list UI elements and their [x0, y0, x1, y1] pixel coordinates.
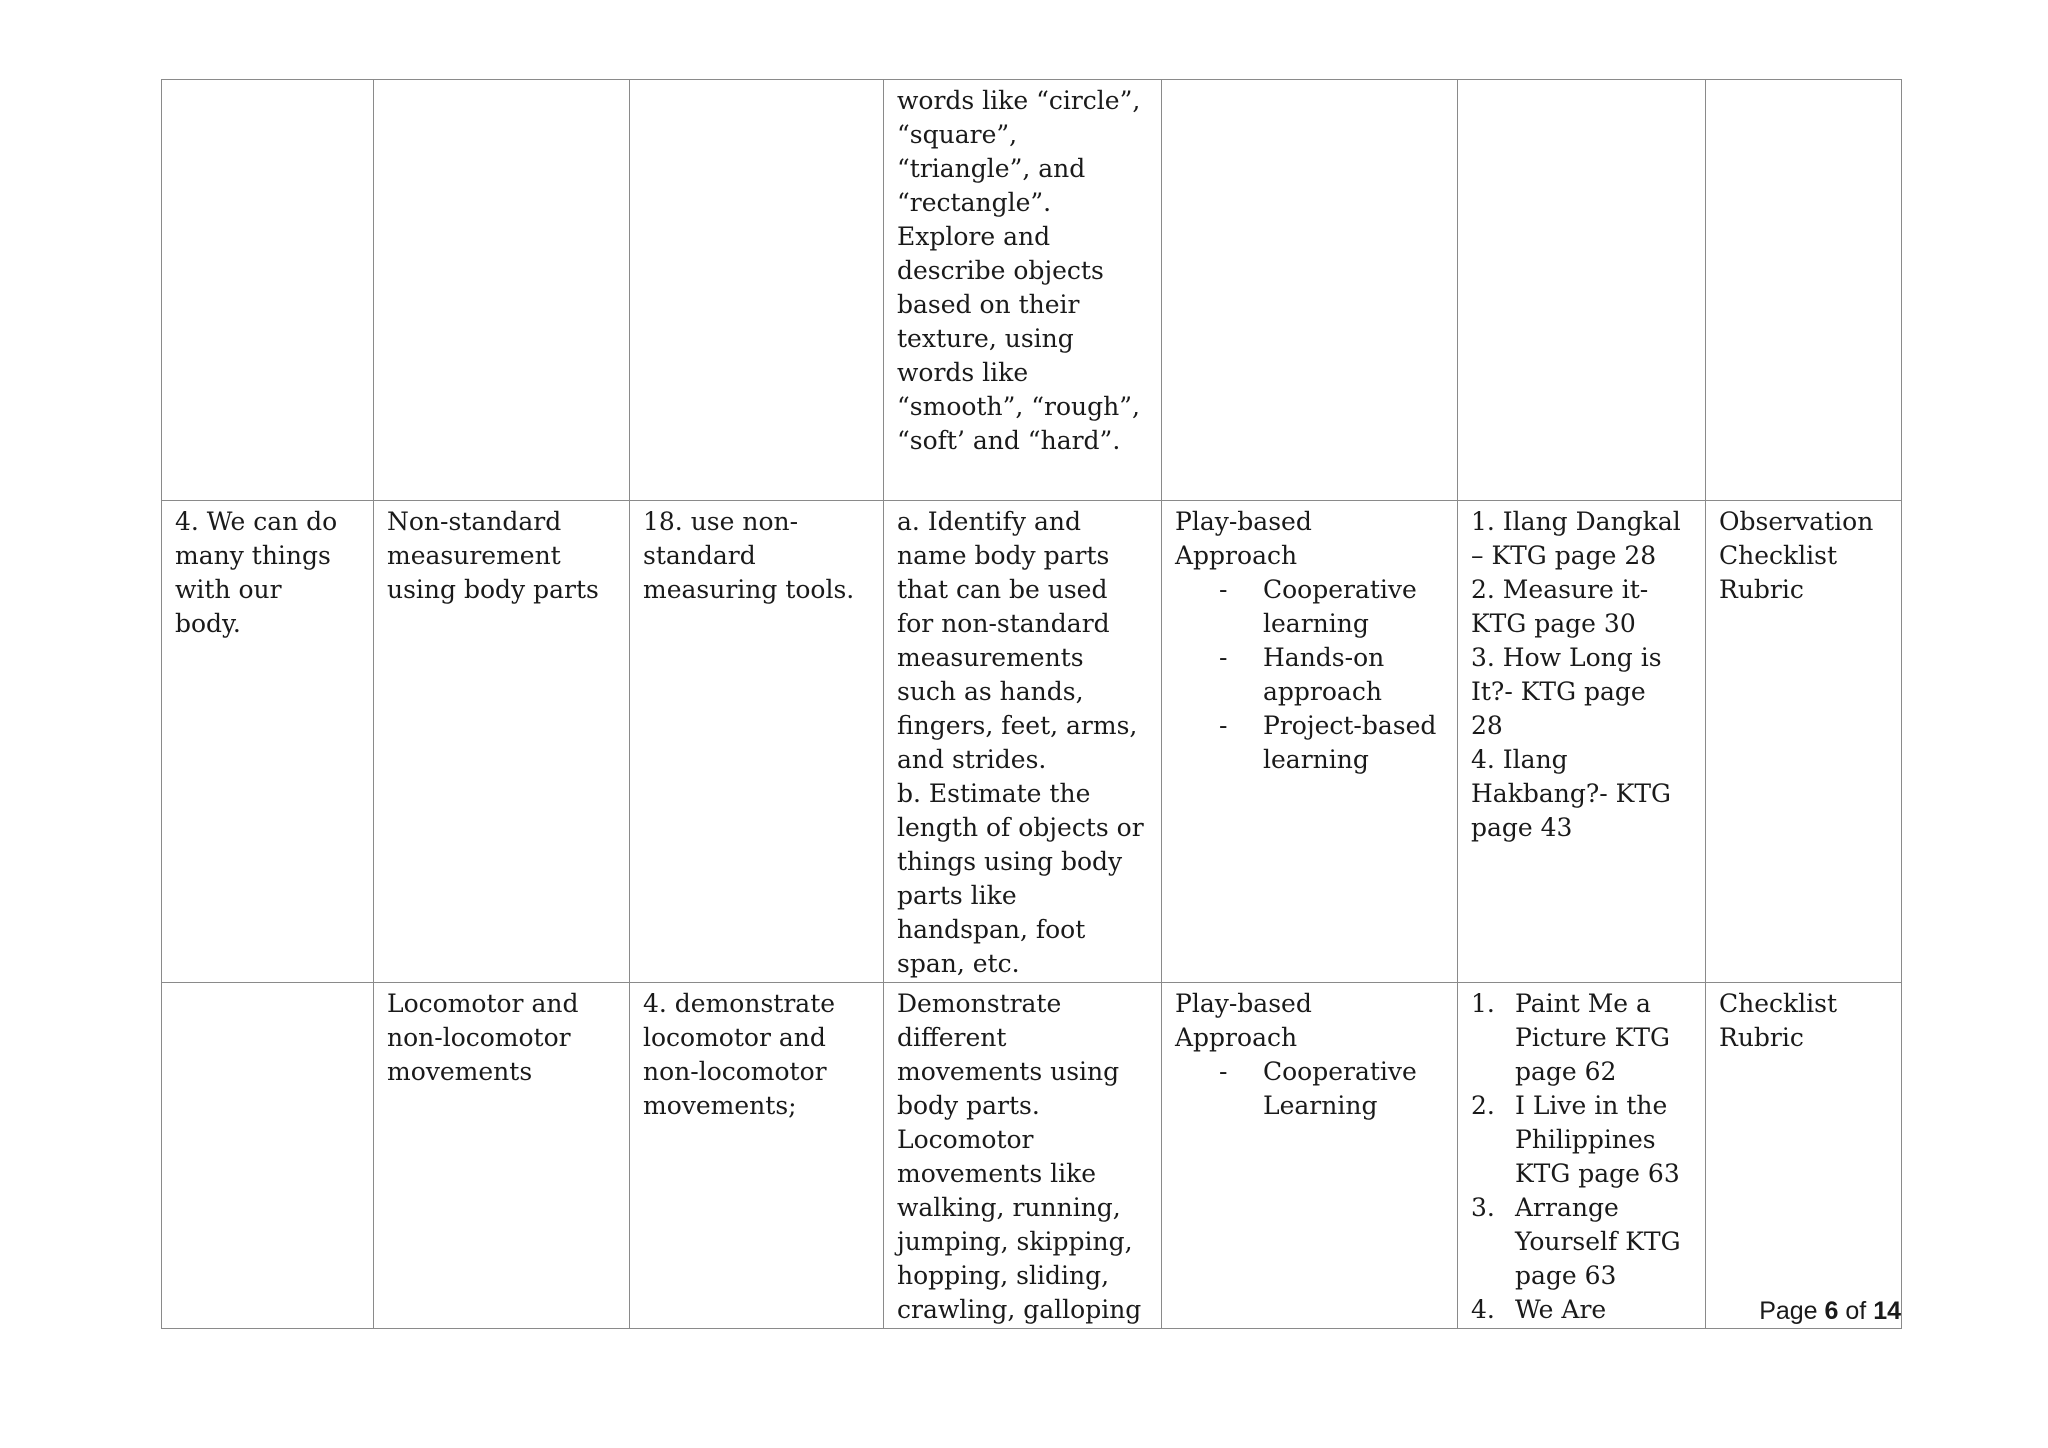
approach-list	[1175, 1055, 1447, 1123]
table-cell-activities	[1458, 80, 1706, 501]
list-item	[1471, 1293, 1695, 1327]
cell-text: Locomotor and non-locomotor movements	[387, 989, 579, 1086]
cell-text: Demonstrate different movements using body parts. Locomotor movements like walking, running, jumping, skipping, hopping, sliding, crawling, galloping	[897, 989, 1142, 1324]
list-item	[1175, 1055, 1447, 1123]
approach-list	[1175, 573, 1447, 777]
list-item-text: We Are	[1515, 1295, 1607, 1324]
cell-text: a. Identify and name body parts that can be used for non-standard measurements such as hands, fingers, feet, arms, and strides. b. Estimate the length of objects or things using body parts like handspan, foot span, etc.	[897, 507, 1144, 978]
list-item-text: I Live in the Philippines KTG page 63	[1515, 1091, 1680, 1188]
cell-text: Checklist Rubric	[1719, 989, 1838, 1052]
table-cell-content	[374, 501, 630, 983]
list-number: 1.	[1471, 989, 1495, 1018]
table-cell-approach	[1162, 501, 1458, 983]
page-of-label: of	[1838, 1297, 1874, 1325]
current-page-number: 6	[1824, 1297, 1839, 1325]
list-item-text: Paint Me a Picture KTG page 62	[1515, 989, 1670, 1086]
table-cell-assessment	[1706, 501, 1902, 983]
list-number: 3.	[1471, 1193, 1495, 1222]
cell-text: Non-standard measurement using body parts	[387, 507, 599, 604]
table-cell-approach	[1162, 983, 1458, 1329]
dash-bullet: -	[1219, 711, 1228, 740]
cell-text: words like “circle”, “square”, “triangle”, and “rectangle”. Explore and describe objects based on their texture, using words like “smooth”, “rough”, “soft’ and “hard”.	[897, 86, 1141, 455]
lesson-plan-table	[161, 79, 1902, 1329]
table-cell-objectives	[884, 80, 1162, 501]
cell-text: 1. Ilang Dangkal – KTG page 28 2. Measure it- KTG page 30 3. How Long is It?- KTG page 28 4. Ilang Hakbang?- KTG page 43	[1471, 507, 1681, 842]
dash-bullet: -	[1219, 575, 1228, 604]
table-cell-content	[374, 80, 630, 501]
list-number: 4.	[1471, 1295, 1495, 1324]
table-cell-approach	[1162, 80, 1458, 501]
table-cell-activities	[1458, 983, 1706, 1329]
dash-bullet: -	[1219, 1057, 1228, 1086]
table-cell-objectives	[884, 501, 1162, 983]
page-number-footer	[1759, 1297, 1901, 1326]
activities-list	[1471, 987, 1695, 1327]
approach-heading: Play-based Approach	[1175, 507, 1312, 570]
list-number: 2.	[1471, 1091, 1495, 1120]
list-item	[1175, 709, 1447, 777]
dash-bullet: -	[1219, 643, 1228, 672]
table-cell-activities	[1458, 501, 1706, 983]
table-cell-unit	[162, 983, 374, 1329]
list-item	[1471, 987, 1695, 1089]
table-cell-competency	[630, 80, 884, 501]
table-cell-objectives	[884, 983, 1162, 1329]
table-cell-unit	[162, 501, 374, 983]
list-item-text: Hands-on approach	[1263, 643, 1385, 706]
cell-text: Observation Checklist Rubric	[1719, 507, 1874, 604]
list-item	[1175, 573, 1447, 641]
list-item	[1471, 1191, 1695, 1293]
table-cell-assessment	[1706, 80, 1902, 501]
cell-text: 18. use non- standard measuring tools.	[643, 507, 855, 604]
table-cell-competency	[630, 501, 884, 983]
table-cell-competency	[630, 983, 884, 1329]
list-item	[1175, 641, 1447, 709]
table-cell-assessment	[1706, 983, 1902, 1329]
total-page-count: 14	[1873, 1297, 1901, 1325]
approach-heading: Play-based Approach	[1175, 989, 1312, 1052]
list-item-text: Cooperative Learning	[1263, 1057, 1417, 1120]
table-row	[162, 80, 1902, 501]
table-cell-content	[374, 983, 630, 1329]
cell-text: 4. demonstrate locomotor and non-locomotor movements;	[643, 989, 836, 1120]
list-item	[1471, 1089, 1695, 1191]
page-label: Page	[1759, 1297, 1825, 1325]
table-cell-unit	[162, 80, 374, 501]
table-row	[162, 983, 1902, 1329]
cell-text: 4. We can do many things with our body.	[175, 507, 338, 638]
list-item-text: Project-based learning	[1263, 711, 1437, 774]
list-item-text: Arrange Yourself KTG page 63	[1515, 1193, 1681, 1290]
list-item-text: Cooperative learning	[1263, 575, 1417, 638]
table-row	[162, 501, 1902, 983]
